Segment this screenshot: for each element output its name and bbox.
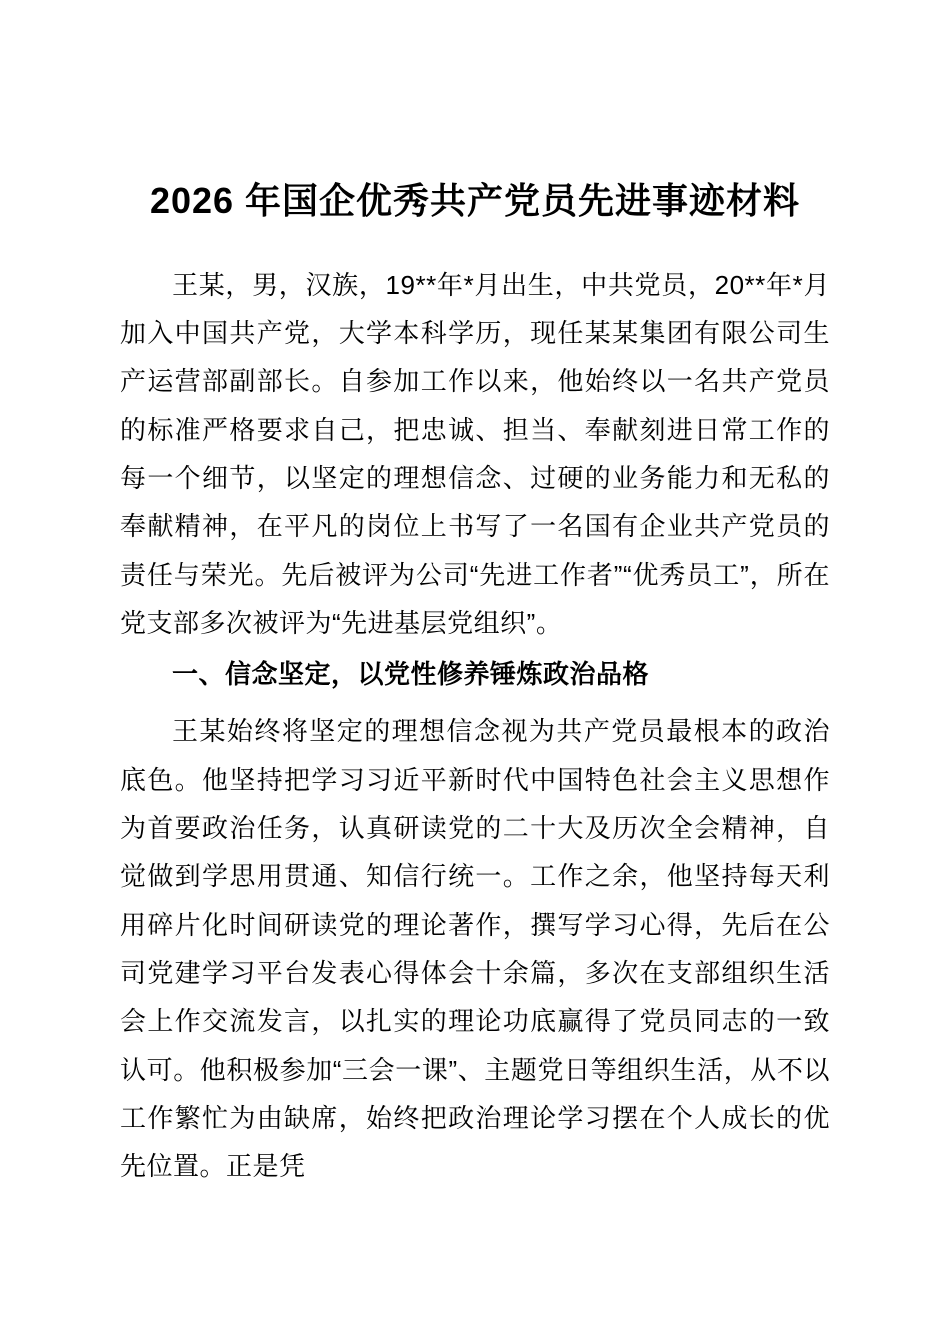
intro-paragraph: 王某，男，汉族，19**年*月出生，中共党员，20**年*月加入中国共产党，大学本科学历，现任某某集团有限公司生产运营部副部长。自参加工作以来，他始终以一名共产党员的标准严格要求自己，把忠诚、担当、奉献刻进日常工作的每一个细节，以坚定的理想信念、过硬的业务能力和无私的奉献精神，在平凡的岗位上书写了一名国有企业共产党员的责任与荣光。先后被评为公司“先进工作者”“优秀员工”，所在党支部多次被评为“先进基层党组织”。 bbox=[120, 269, 830, 638]
section-heading-1: 一、信念坚定，以党性修养锤炼政治品格 bbox=[172, 659, 650, 690]
section-body-1: 王某始终将坚定的理想信念视为共产党员最根本的政治底色。他坚持把学习习近平新时代中国特色社会主义思想作为首要政治任务，认真研读党的二十大及历次全会精神，自觉做到学思用贯通、知信行统一。工作之余，他坚持每天利用碎片化时间研读党的理论著作，撰写学习心得，先后在公司党建学习平台发表心得体会十余篇，多次在支部组织生活会上作交流发言，以扎实的理论功底赢得了党员同志的一致认可。他积极参加“三会一课”、主题党日等组织生活，从不以工作繁忙为由缺席，始终把政治理论学习摆在个人成长的优先位置。正是凭 bbox=[120, 716, 830, 1182]
document-title: 2026 年国企优秀共产党员先进事迹材料 bbox=[149, 180, 801, 221]
